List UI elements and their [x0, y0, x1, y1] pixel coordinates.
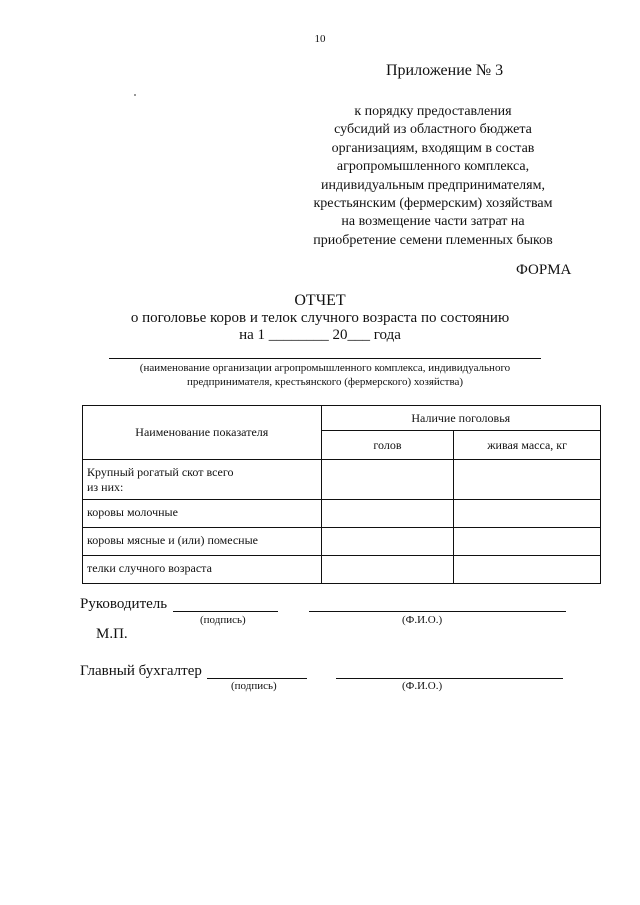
- table-header-row: [83, 406, 601, 431]
- cell-heads-cattle-total[interactable]: [321, 460, 454, 500]
- appendix-line: организациям, входящим в состав: [331, 140, 535, 156]
- organization-caption-line: (наименование организации агропромышленного комплекса, индивидуального: [139, 362, 511, 374]
- organization-caption-line: предпринимателя, крестьянского (фермерского) хозяйства): [186, 376, 464, 388]
- appendix-line: индивидуальным предпринимателям,: [321, 177, 545, 193]
- scan-dot-mark: [134, 94, 136, 96]
- table-row: [83, 528, 601, 556]
- chief-accountant-label: Главный бухгалтер: [80, 663, 202, 679]
- table-row: [83, 556, 601, 584]
- accountant-signature-field[interactable]: [207, 678, 307, 679]
- report-date-line: на 1 ________ 20___ года: [239, 327, 401, 343]
- head-fio-field[interactable]: [309, 611, 566, 612]
- row-label-cattle-total: [83, 460, 322, 500]
- cell-weight-cattle-total[interactable]: [454, 460, 601, 500]
- row-label-line: Крупный рогатый скот всего: [87, 464, 234, 479]
- page-number: 10: [314, 33, 326, 45]
- head-signature-caption: (подпись): [200, 614, 246, 626]
- cell-heads-dairy-cows[interactable]: [321, 500, 454, 528]
- table-row: [83, 460, 601, 500]
- header-heads: голов: [321, 431, 454, 460]
- stamp-label: М.П.: [96, 626, 128, 642]
- cell-weight-heifers[interactable]: [454, 556, 601, 584]
- head-signature-field[interactable]: [173, 611, 278, 612]
- accountant-fio-caption: (Ф.И.О.): [402, 680, 443, 692]
- cell-weight-dairy-cows[interactable]: [454, 500, 601, 528]
- cell-heads-beef-cows[interactable]: [321, 528, 454, 556]
- organization-name-field[interactable]: [109, 358, 541, 359]
- header-live-weight: живая масса, кг: [454, 431, 601, 460]
- row-label-heifers: телки случного возраста: [83, 556, 322, 584]
- head-fio-caption: (Ф.И.О.): [402, 614, 443, 626]
- report-subtitle: о поголовье коров и телок случного возраста по состоянию: [130, 310, 510, 326]
- accountant-signature-caption: (подпись): [231, 680, 277, 692]
- appendix-line: крестьянским (фермерским) хозяйствам: [313, 196, 553, 212]
- report-title: ОТЧЕТ: [294, 292, 346, 309]
- organization-caption: [100, 361, 550, 389]
- appendix-line: к порядку предоставления: [354, 104, 512, 119]
- form-label: ФОРМА: [516, 262, 572, 278]
- appendix-line: субсидий из областного бюджета: [334, 122, 532, 138]
- appendix-line: приобретение семени племенных быков: [313, 232, 553, 248]
- head-label: Руководитель: [80, 596, 168, 612]
- row-label-dairy-cows: коровы молочные: [83, 500, 322, 528]
- table-row: [83, 500, 601, 528]
- row-label-beef-cows: коровы мясные и (или) помесные: [83, 528, 322, 556]
- appendix-text: [300, 103, 566, 250]
- header-livestock-presence: Наличие поголовья: [321, 406, 600, 431]
- appendix-line: на возмещение части затрат на: [341, 214, 525, 230]
- appendix-title: Приложение № 3: [386, 62, 504, 79]
- cell-heads-heifers[interactable]: [321, 556, 454, 584]
- row-label-line: из них:: [87, 479, 124, 494]
- appendix-line: агропромышленного комплекса,: [336, 159, 530, 175]
- cell-weight-beef-cows[interactable]: [454, 528, 601, 556]
- accountant-fio-field[interactable]: [336, 678, 563, 679]
- header-indicator-name: Наименование показателя: [83, 406, 322, 460]
- livestock-table: [82, 405, 601, 584]
